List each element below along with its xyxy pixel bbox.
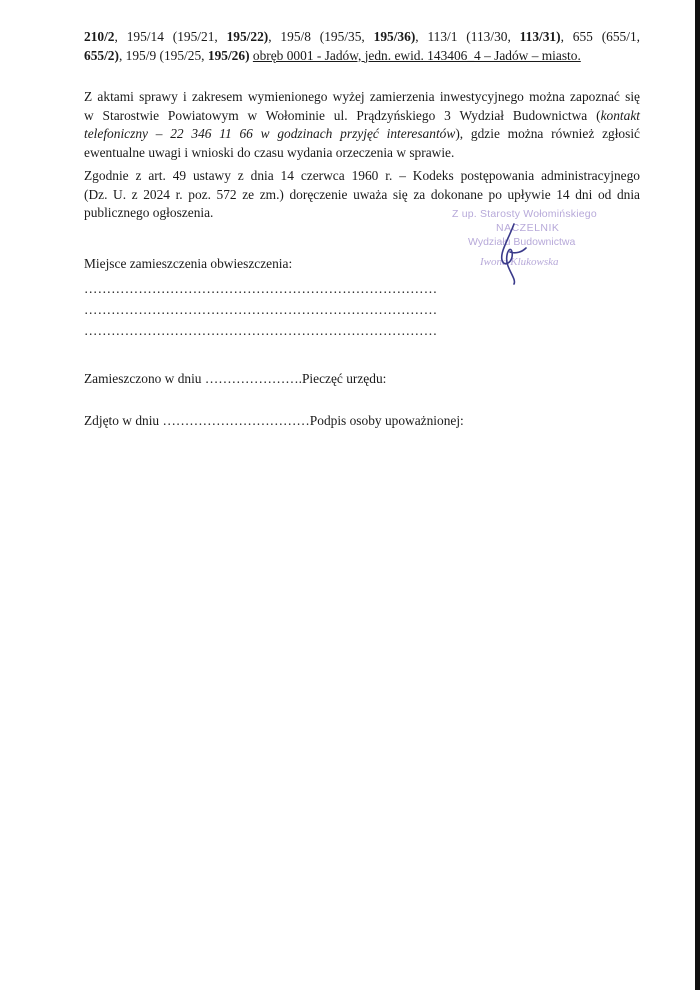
removed-dots: …………………………… [162, 413, 310, 428]
stamp-line-title: NACZELNIK [496, 222, 560, 234]
removed-date-row [84, 413, 464, 429]
parcel-line-1-run: 195/22) [226, 29, 269, 44]
parcel-line-1-run: , 113/1 (113/30, [415, 29, 520, 44]
seal-label: Pieczęć urzędu: [301, 371, 387, 386]
stamp-line-department: Wydziału Budownictwa [468, 236, 576, 248]
handwritten-signature [492, 222, 532, 286]
placement-label: Miejsce zamieszczenia obwieszczenia: [84, 256, 293, 271]
parcel-line-1 [84, 28, 640, 47]
case-files-line-2: w Starostwie Powiatowym w Wołominie ul. Prądzyńskiego 3 Wydział Budownictwa (kontakt [84, 107, 640, 123]
sign-label: Podpis osoby upoważnionej: [309, 413, 464, 428]
parcel-line-1-run: 210/2 [84, 29, 115, 44]
legal-line-3: publicznego ogłoszenia. [84, 205, 214, 220]
legal-line-2: (Dz. U. z 2024 r. poz. 572 ze zm.) doręczenie uważa się za dokonane po upływie 14 dni od dnia [84, 186, 640, 202]
placement-dots-1: …………………………………………………………………… [84, 281, 438, 296]
parcel-line-2-run: , 195/9 (195/25, [118, 47, 208, 63]
location-underlined: obręb 0001 - Jadów, jedn. ewid. 143406_4 – Jadów – miasto. [252, 47, 581, 63]
stamp-line-name: Iwona Klukowska [480, 256, 559, 268]
case-files-line-1: Z aktami sprawy i zakresem wymienionego wyżej zamierzenia inwestycyjnego można zapoznać się [84, 89, 640, 104]
parcel-line-1-run: , 655 (655/1, [560, 29, 641, 44]
scan-edge-border [695, 0, 700, 990]
parcel-line-2-run: 655/2) [84, 47, 119, 63]
removed-label: Zdjęto w dniu [84, 413, 160, 428]
case-files-paragraph [84, 88, 640, 162]
parcel-list-paragraph [84, 28, 640, 65]
case-files-line-3: telefoniczny – 22 346 11 66 w godzinach przyjęć interesantów), gdzie można również zgłosić [84, 126, 641, 141]
posted-label: Zamieszczono w dniu [84, 371, 202, 386]
parcel-line-1-run: 195/36) [373, 29, 416, 44]
parcel-line-2-run: 195/26) [207, 47, 250, 63]
parcel-line-1-run: 113/31) [519, 29, 561, 44]
posted-date-row [84, 371, 386, 387]
parcel-line-1-run: , 195/14 (195/21, [114, 29, 227, 44]
parcel-line-1-run: , 195/8 (195/35, [268, 29, 374, 44]
case-files-line-4: ewentualne uwagi i wnioski do czasu wydania orzeczenia w sprawie. [84, 144, 455, 160]
stamp-line-authority: Z up. Starosty Wołomińskiego [452, 208, 597, 220]
placement-dots-2: …………………………………………………………………… [84, 302, 438, 317]
legal-line-1: Zgodnie z art. 49 ustawy z dnia 14 czerwca 1960 r. – Kodeks postępowania administracyjnego [84, 168, 640, 183]
parcel-line-2 [84, 47, 640, 66]
posted-dots: …………………. [204, 371, 302, 386]
placement-dots-3: …………………………………………………………………… [84, 323, 438, 338]
